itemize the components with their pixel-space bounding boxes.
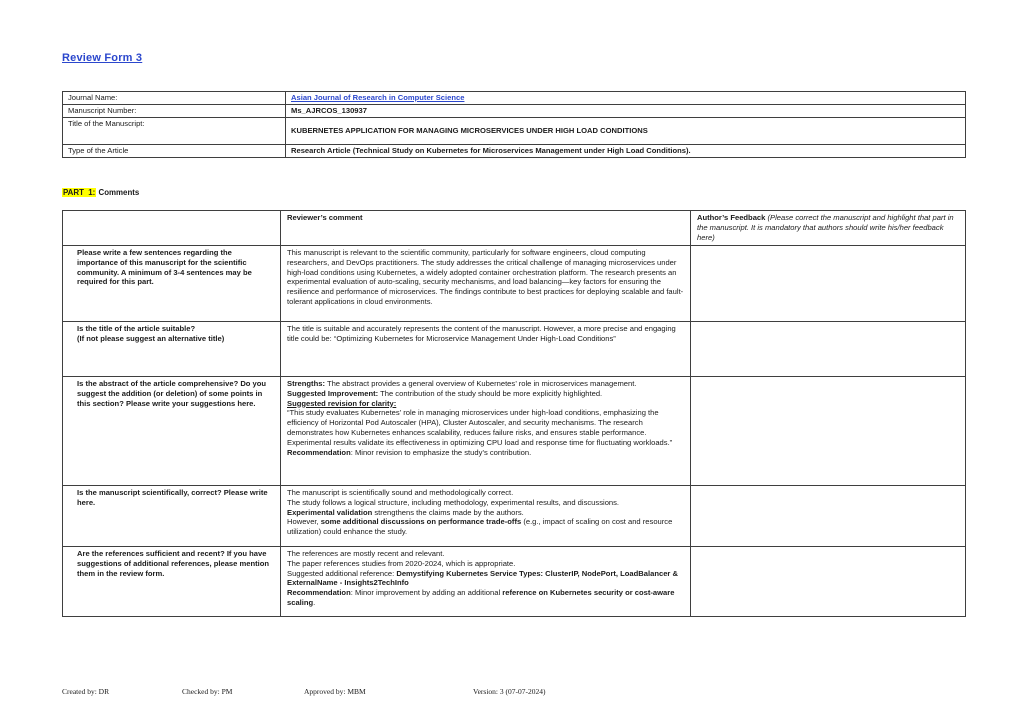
author-feedback-cell	[691, 245, 966, 321]
comment-text: The contribution of the study should be more explicitly highlighted.	[378, 388, 603, 398]
question-cell	[63, 376, 281, 485]
reviewer-comment-cell	[281, 321, 691, 376]
comment-text: Strengths:	[287, 378, 325, 388]
question-line: Is the title of the article suitable?	[77, 323, 196, 333]
comment-line	[287, 549, 684, 559]
footer-item: Created by: DR	[62, 687, 110, 696]
comment-text: The study follows a logical structure, including methodology, experimental results, and discussions.	[287, 497, 620, 507]
comment-text: Suggested additional reference:	[287, 568, 397, 578]
comment-text: Suggested Improvement:	[287, 388, 379, 398]
info-label: Type of the Article	[63, 145, 286, 158]
comment-text: Demystifying Kubernetes Service Types: ClusterIP, NodePort, LoadBalancer & ExternalName - Insights2TechInfo	[287, 568, 678, 588]
question-line: Are the references sufficient and recent? If you have suggestions of additional references, please mention them in the review form.	[77, 548, 269, 578]
question-line: Is the abstract of the article comprehensive? Do you suggest the addition (or deletion) of some points in this section? Please write your suggestions here.	[77, 378, 267, 408]
footer	[62, 687, 965, 699]
comment-line	[287, 248, 684, 307]
footer-item: Approved by: MBM	[304, 687, 366, 696]
info-row	[63, 92, 966, 105]
footer-item: Checked by: PM	[182, 687, 233, 696]
reviewer-comment-cell	[281, 245, 691, 321]
comment-text: Experimental validation	[287, 507, 373, 517]
part1-heading	[62, 188, 139, 197]
comment-line	[287, 517, 684, 537]
comment-text: The paper references studies from 2020-2024, which is appropriate.	[287, 558, 516, 568]
reviewer-comment-cell	[281, 485, 691, 546]
reviewer-comment-cell	[281, 546, 691, 616]
comment-text: : Minor improvement by adding an additional	[350, 588, 503, 598]
author-feedback-title: Author’s Feedback	[697, 213, 768, 222]
comment-line	[287, 488, 684, 498]
comment-text: The references are mostly recent and relevant.	[287, 548, 445, 558]
comment-line	[287, 399, 684, 409]
info-value	[286, 92, 966, 105]
info-label: Journal Name:	[63, 92, 286, 105]
comment-text: : Minor revision to emphasize the study’s contribution.	[350, 448, 532, 458]
comment-text: The abstract provides a general overview of Kubernetes’ role in microservices management.	[324, 378, 637, 388]
comment-text: reference on Kubernetes security or cost-aware scaling	[287, 588, 675, 608]
comments-table	[62, 210, 966, 617]
info-row	[63, 105, 966, 118]
comment-line	[287, 389, 684, 399]
question-cell	[63, 245, 281, 321]
info-value	[286, 105, 966, 118]
comment-text: Recommendation	[287, 448, 351, 458]
comment-text: strengthens the claims made by the authors.	[372, 507, 524, 517]
comments-row	[63, 245, 966, 321]
comment-text: “This study evaluates Kubernetes’ role in managing microservices under high-load conditions, emphasizing the efficiency of Horizontal Pod Autoscaler (HPA), Cluster Autoscaler, and security mechanisms. The research demonstrates how Kubernetes enhances scalability, reduces failure risks, and ensures stable performance. Experimental results validate its effectiveness in optimizing CPU load and response time for fluctuating workloads.”	[287, 408, 673, 448]
comment-text: .	[313, 598, 316, 608]
question-line: (If not please suggest an alternative title)	[77, 333, 225, 343]
author-feedback-cell	[691, 546, 966, 616]
comment-line	[287, 569, 684, 589]
info-label: Title of the Manuscript:	[63, 118, 286, 145]
info-value	[286, 118, 966, 145]
comment-text: This manuscript is relevant to the scientific community, particularly for software engineers, cloud computing researchers, and DevOps practitioners. The study addresses the critical challenge of managing microservices under high-load conditions using Kubernetes, a widely adopted container orchestration platform. The research presents an experimental evaluation of auto-scaling, security mechanisms, and load balancing—key factors for ensuring the resilience and performance of microservices. The findings contribute to best practices for deploying scalable and fault-tolerant applications in cloud environments.	[287, 247, 684, 307]
comment-text: some additional discussions on performance trade-offs	[320, 517, 522, 527]
manuscript-info-table	[62, 91, 966, 158]
comment-line	[287, 379, 684, 389]
comments-header-row	[63, 211, 966, 246]
comment-line	[287, 559, 684, 569]
info-value-text: KUBERNETES APPLICATION FOR MANAGING MICROSERVICES UNDER HIGH LOAD CONDITIONS	[291, 126, 648, 136]
question-line: Is the manuscript scientifically, correct? Please write here.	[77, 487, 268, 507]
question-cell	[63, 485, 281, 546]
reviewer-comment-cell	[281, 376, 691, 485]
author-feedback-cell	[691, 376, 966, 485]
author-feedback-note: (Please correct the manuscript and highlight that part in the manuscript. It is mandatory that authors should write his/her feedback here)	[697, 213, 954, 242]
reviewer-comment-header: Reviewer’s comment	[281, 211, 691, 246]
comment-line	[287, 498, 684, 508]
journal-name-link[interactable]: Asian Journal of Research in Computer Science	[291, 93, 465, 102]
info-label: Manuscript Number:	[63, 105, 286, 118]
question-header-cell	[63, 211, 281, 246]
info-value	[286, 145, 966, 158]
author-feedback-cell	[691, 321, 966, 376]
comment-text: The manuscript is scientifically sound and methodologically correct.	[287, 487, 514, 497]
info-value-text: Research Article (Technical Study on Kubernetes for Microservices Management under High Load Conditions).	[291, 146, 691, 155]
comment-line	[287, 448, 684, 458]
comments-row	[63, 485, 966, 546]
comments-row	[63, 321, 966, 376]
question-cell	[63, 321, 281, 376]
info-row	[63, 145, 966, 158]
comment-line	[287, 408, 684, 448]
comment-line	[287, 588, 684, 608]
page-title: Review Form 3	[62, 52, 143, 64]
part1-label: Comments	[98, 188, 140, 197]
info-row	[63, 118, 966, 145]
author-feedback-header	[691, 211, 966, 246]
question-cell	[63, 546, 281, 616]
footer-item: Version: 3 (07-07-2024)	[473, 687, 546, 696]
comments-row	[63, 376, 966, 485]
info-value-text: Ms_AJRCOS_130937	[291, 106, 367, 115]
comment-line	[287, 324, 684, 344]
question-line: Please write a few sentences regarding the importance of this manuscript for the scientific community. A minimum of 3-4 sentences may be required for this part.	[77, 247, 252, 287]
comment-text: Recommendation	[287, 588, 351, 598]
author-feedback-cell	[691, 485, 966, 546]
comment-text: (e.g., impact of scaling on cost and resource utilization) could enhance the study.	[287, 517, 673, 537]
comment-text: However,	[287, 517, 321, 527]
comment-line	[287, 508, 684, 518]
comment-text: The title is suitable and accurately represents the content of the manuscript. However, a more precise and engaging title could be: “Optimizing Kubernetes for Microservice Management Under High-Load Conditions”	[287, 323, 676, 343]
comments-row	[63, 546, 966, 616]
comment-text: Suggested revision for clarity:	[287, 398, 397, 408]
part1-highlight: PART 1:	[63, 188, 96, 197]
